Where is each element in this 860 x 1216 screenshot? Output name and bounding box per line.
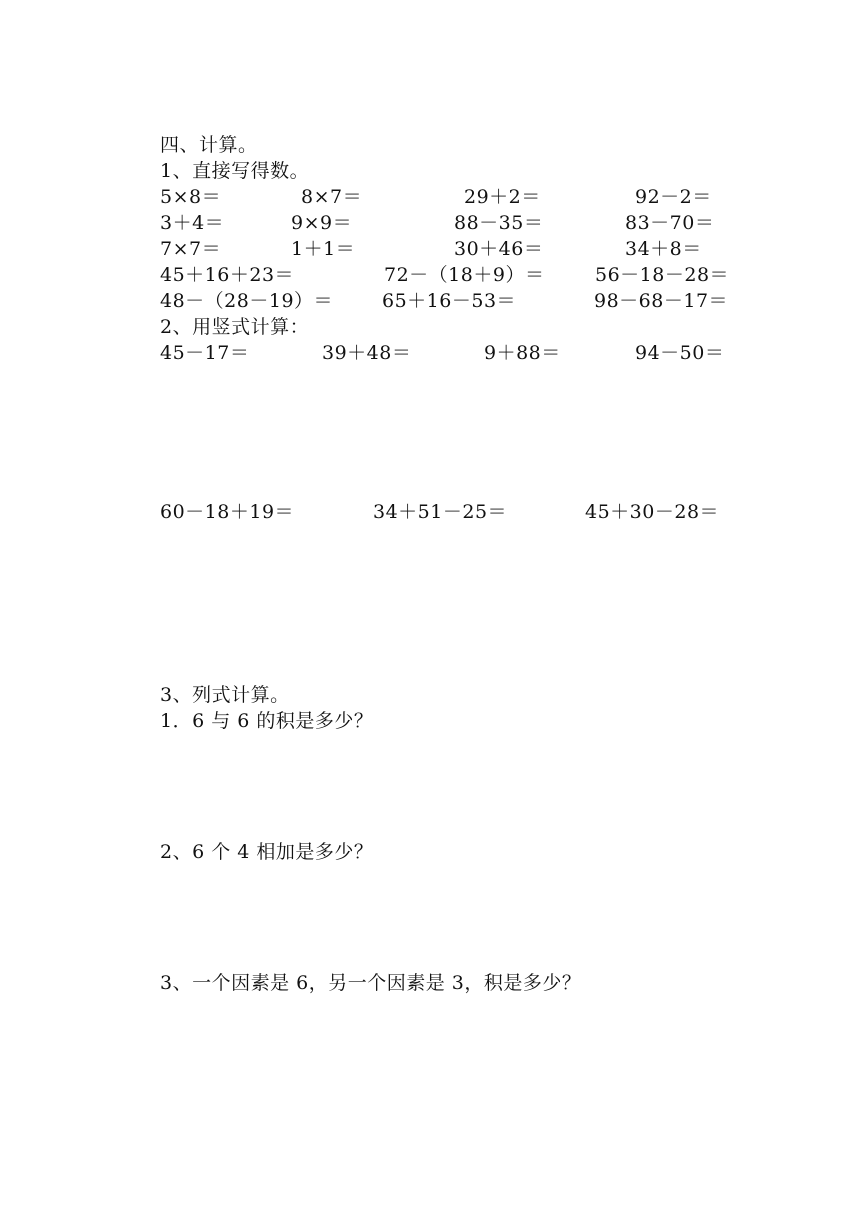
problem: 45＋16＋23＝ [160,264,295,286]
part1-heading: 1、直接写得数。 [160,160,310,182]
problem: 45－17＝ [160,342,250,364]
problem: 88－35＝ [454,212,544,234]
problem: 83－70＝ [625,212,715,234]
problem: 9＋88＝ [484,342,561,364]
problem: 8×7＝ [301,186,363,208]
problem: 34＋51－25＝ [373,501,508,523]
part3-heading: 3、列式计算。 [160,684,290,706]
section-heading: 四、计算。 [160,134,258,156]
word-problem: 2、6 个 4 相加是多少？ [160,841,374,863]
problem: 48－（28－19）＝ [160,290,334,312]
part2-heading: 2、用竖式计算： [160,316,310,338]
problem: 34＋8＝ [625,238,702,260]
problem: 98－68－17＝ [594,290,729,312]
problem: 7×7＝ [160,238,222,260]
problem: 56－18－28＝ [595,264,730,286]
word-problem: 3、一个因素是 6，另一个因素是 3，积是多少？ [160,972,582,994]
problem: 60－18＋19＝ [160,501,295,523]
problem: 29＋2＝ [464,186,541,208]
problem: 65＋16－53＝ [382,290,517,312]
problem: 94－50＝ [635,342,725,364]
problem: 3＋4＝ [160,212,225,234]
word-problem: 1．6 与 6 的积是多少？ [160,710,374,732]
problem: 1＋1＝ [291,238,356,260]
problem: 72－（18＋9）＝ [384,264,545,286]
problem: 5×8＝ [160,186,222,208]
problem: 45＋30－28＝ [585,501,720,523]
problem: 30＋46＝ [454,238,544,260]
problem: 92－2＝ [635,186,712,208]
problem: 39＋48＝ [322,342,412,364]
problem: 9×9＝ [291,212,353,234]
